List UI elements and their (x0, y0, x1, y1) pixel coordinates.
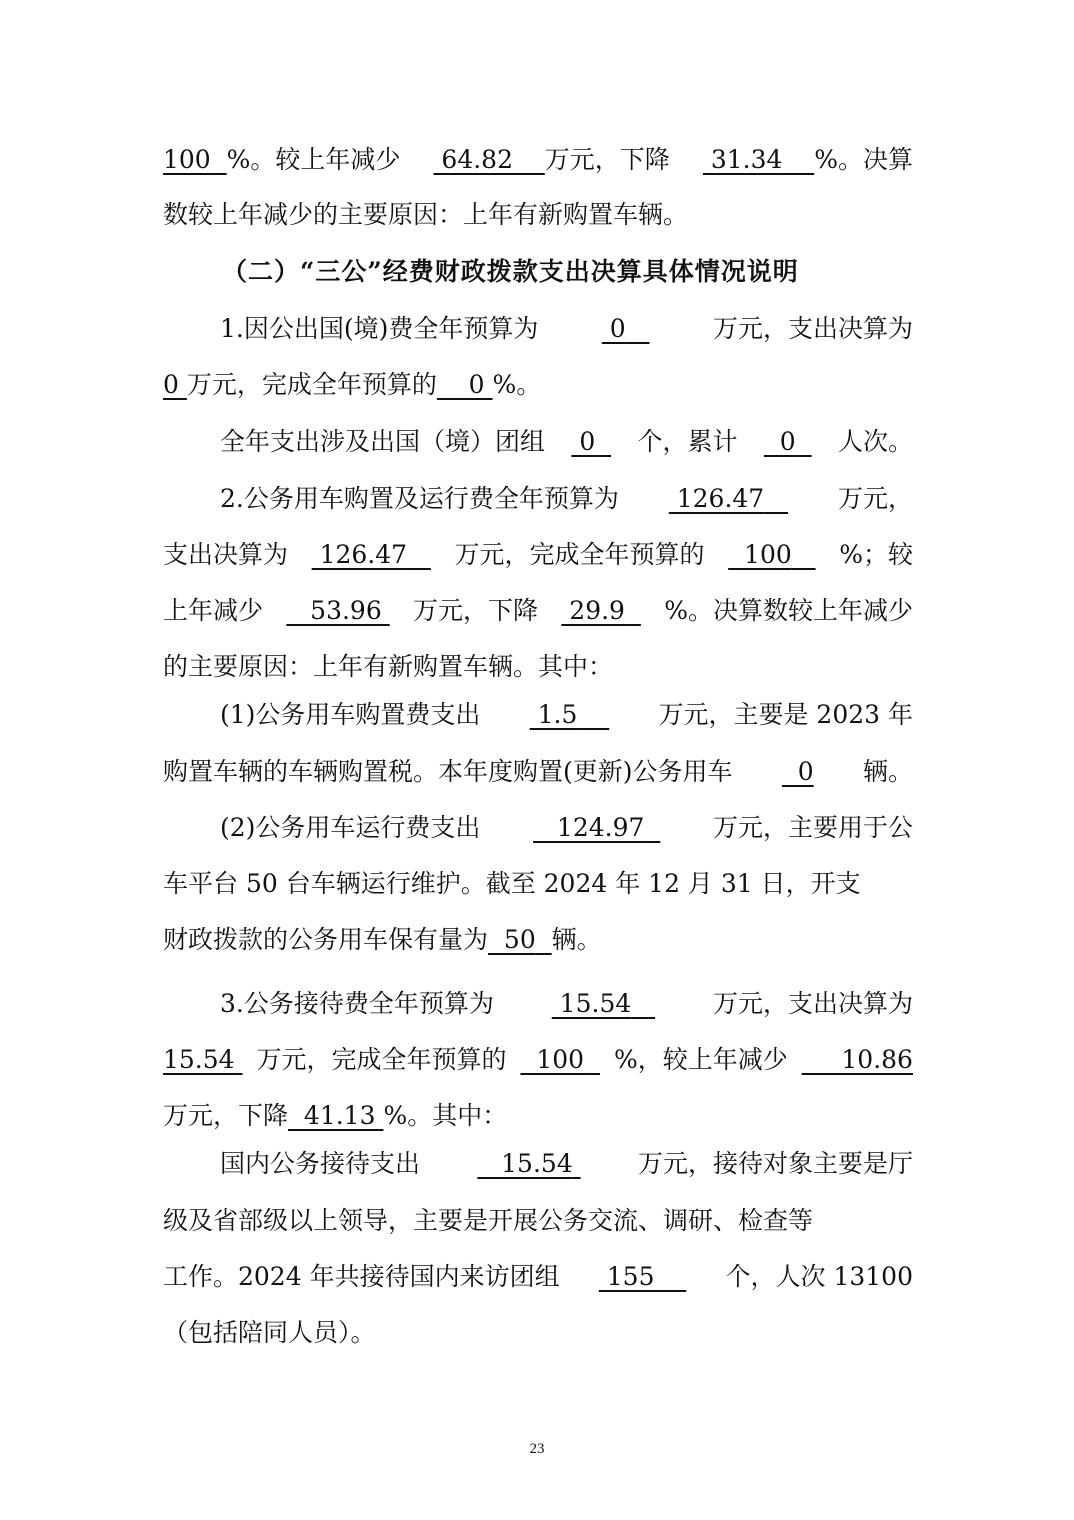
text-line: 的主要原因：上年有新购置车辆。其中： (163, 652, 614, 681)
blank-value: 31.34 (702, 145, 783, 174)
text-segment: 全年支出涉及出国（境）团组 (220, 427, 546, 456)
text-segment: 人次。 (837, 427, 913, 456)
text-segment: 3.公务接待费全年预算为 (220, 989, 494, 1018)
blank-value: 15.54 (163, 1045, 235, 1074)
blank-value: 100 (520, 1045, 585, 1074)
blank-value: 50 (488, 925, 536, 954)
text-line: 万元，下降 41.13 %。其中： (163, 1101, 508, 1130)
blank-value: 29.9 (561, 596, 625, 625)
text-line (163, 1262, 913, 1292)
text-line: 财政拨款的公务用车保有量为 50 辆。 (163, 925, 602, 954)
blank-value: 15.54 (477, 1149, 573, 1178)
text-line (163, 145, 913, 175)
text-line (220, 427, 913, 457)
blank-value: 155 (598, 1262, 655, 1291)
text-segment: 个，人次 13100 (725, 1262, 913, 1291)
section-heading: （二）“三公”经费财政拨款支出决算具体情况说明 (222, 257, 799, 286)
text-segment: 万元，下降 (413, 596, 539, 625)
text-segment: 国内公务接待支出 (220, 1149, 421, 1178)
blank-value: 0 (571, 427, 596, 456)
text-line (220, 700, 913, 730)
text-segment: 个，累计 (637, 427, 738, 456)
blank-value: 53.96 (286, 596, 382, 625)
text-line (220, 813, 913, 843)
text-line: 车平台 50 台车辆运行维护。截至 2024 年 12 月 31 日，开支 (163, 869, 861, 898)
text-segment: 购置车辆的车辆购置税。本年度购置(更新)公务用车 (163, 757, 733, 786)
text-line (163, 1045, 913, 1075)
text-segment: %；较 (839, 540, 913, 569)
text-line (163, 757, 913, 787)
text-line (163, 540, 913, 570)
text-segment: 万元， (837, 484, 913, 513)
text-segment: 万元，主要用于公 (712, 813, 913, 842)
text-segment: 支出决算为 (163, 540, 289, 569)
blank-value: 0 (163, 370, 179, 399)
text-segment: 上年减少 (163, 596, 264, 625)
text-segment: 工作。2024 年共接待国内来访团组 (163, 1262, 560, 1291)
text-line (220, 314, 913, 344)
text-line: 0 万元，完成全年预算的 0 %。 (163, 370, 542, 399)
text-line: 级及省部级以上领导，主要是开展公务交流、调研、检查等 (163, 1206, 814, 1235)
blank-value: 64.82 (433, 145, 513, 174)
blank-value: 100 (163, 145, 211, 174)
blank-value: 126.47 (311, 540, 408, 569)
text-segment: 万元，支出决算为 (712, 989, 913, 1018)
text-segment: 万元，主要是 2023 年 (658, 700, 913, 729)
blank-value: 15.54 (551, 989, 632, 1018)
blank-value: 0 (781, 757, 814, 786)
text-line (220, 1149, 913, 1179)
text-segment: 万元，接待对象主要是厅 (637, 1149, 913, 1178)
text-segment: %。决算数较上年减少 (664, 596, 913, 625)
text-segment: 1.因公出国(境)费全年预算为 (220, 314, 539, 343)
text-segment: 31.34 %。决算 (702, 145, 913, 174)
blank-value: 0 (763, 427, 796, 456)
blank-value: 124.97 (533, 813, 645, 842)
text-segment: (1)公务用车购置费支出 (220, 700, 481, 729)
text-line: 数较上年减少的主要原因：上年有新购置车辆。 (163, 200, 689, 229)
text-segment: 万元，完成全年预算的 (454, 540, 705, 569)
text-segment: 万元，完成全年预算的 (256, 1045, 507, 1074)
blank-value: 10.86 (801, 1045, 913, 1074)
blank-value: 1.5 (529, 700, 578, 729)
text-segment: 100 %。较上年减少 (163, 145, 401, 174)
text-line: （包括陪同人员）。 (163, 1318, 376, 1347)
text-line (163, 596, 913, 626)
text-segment: 64.82 万元，下降 (433, 145, 670, 174)
text-segment: (2)公务用车运行费支出 (220, 813, 481, 842)
text-segment: 辆。 (862, 757, 913, 786)
page-number: 23 (529, 1441, 545, 1457)
blank-value: 100 (728, 540, 792, 569)
text-line (220, 484, 913, 514)
text-segment: 2.公务用车购置及运行费全年预算为 (220, 484, 619, 513)
text-segment: %，较上年减少 (613, 1045, 788, 1074)
blank-value: 126.47 (668, 484, 765, 513)
blank-value: 0 (601, 314, 626, 343)
blank-value: 0 (436, 370, 485, 399)
blank-value: 41.13 (288, 1101, 376, 1130)
text-segment: 万元，支出决算为 (712, 314, 913, 343)
text-line (220, 989, 913, 1019)
